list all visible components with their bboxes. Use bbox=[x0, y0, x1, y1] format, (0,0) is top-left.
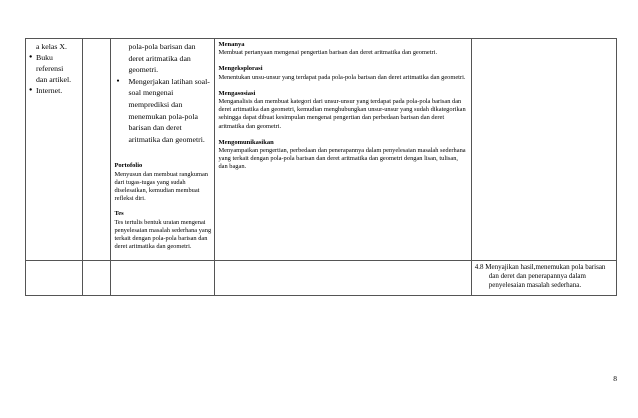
table-row bbox=[26, 39, 617, 261]
section-text: Menentukan unsu-unsur yang terdapat pada pola-pola barisan dan deret aritmatika dan geometri. bbox=[218, 73, 466, 81]
list-item: referensi bbox=[36, 64, 64, 73]
empty-cell bbox=[82, 39, 111, 261]
basic-competency-text: 4.8 Menyajikan hasil,menemukan pola barisan dan deret dan penerapannya dalam penyelesaian masalah sederhana. bbox=[474, 263, 606, 289]
assessment-cell bbox=[111, 39, 215, 261]
empty-cell bbox=[26, 261, 83, 296]
list-item: barisan dan deret bbox=[128, 123, 182, 133]
basic-competency-cell bbox=[471, 261, 616, 296]
empty-cell bbox=[82, 261, 111, 296]
test-text: Tes tertulis bentuk uraian mengenai penyelesaian masalah sederhana yang terkait dengan pola-pola barisan dan deret aritmatika dan geometri. bbox=[114, 218, 212, 251]
activity-section bbox=[218, 65, 467, 81]
list-item: memprediksi dan bbox=[128, 99, 183, 109]
activity-list bbox=[114, 41, 211, 145]
activity-section bbox=[218, 41, 467, 57]
list-item: ● Internet. bbox=[29, 85, 79, 96]
list-item: geometri. bbox=[128, 65, 159, 75]
list-item: a kelas X. bbox=[36, 42, 67, 51]
list-item: ● Mengerjakan latihan soal- bbox=[114, 76, 211, 88]
list-item: ● Buku bbox=[29, 52, 79, 63]
list-item: soal mengenai bbox=[128, 88, 174, 98]
section-text: Membuat pertanyaan mengenai pengertian barisan dan deret aritmatika dan geometri. bbox=[218, 49, 438, 57]
portfolio-text: Menyusun dan membuat rangkuman dari tugas-tugas yang sudah diselesaikan, kemudian membuat refleksi diri. bbox=[114, 170, 208, 203]
section-text: Menyampaikan pengertian, perbedaan dan penerapannya dalam penyelesaian masalah sederhana yang terkait dengan pola-pola barisan dan deret aritmatika dan geometri dengan lisan, tulisan, dan bagan. bbox=[218, 147, 466, 171]
empty-cell bbox=[111, 261, 215, 296]
list-item: menemukan pola-pola bbox=[128, 111, 198, 121]
learning-resources-cell bbox=[26, 39, 83, 261]
portfolio-heading: Portofolio bbox=[114, 162, 143, 170]
section-heading: Menanya bbox=[218, 41, 245, 48]
section-heading: Mengasosiasi bbox=[218, 89, 256, 97]
list-item: pola-pola barisan dan bbox=[128, 42, 196, 51]
portfolio-section bbox=[114, 162, 211, 203]
section-heading: Mengomunikasikan bbox=[218, 138, 274, 146]
section-heading: Mengeksplorasi bbox=[218, 65, 263, 73]
table-row bbox=[26, 261, 617, 296]
page-number: 8 bbox=[613, 374, 617, 383]
list-item: dan artikel. bbox=[36, 75, 72, 84]
list-item: deret aritmatika dan bbox=[128, 53, 191, 63]
test-section bbox=[114, 210, 211, 251]
empty-cell bbox=[471, 39, 616, 261]
list-item: aritmatika dan geometri. bbox=[128, 134, 205, 144]
section-text: Menganalisis dan membuat kategori dari unsur-unsur yang terdapat pada pola-pola barisan dan deret aritmatika dan geometri, kemudian menghubungkan unsur-unsur yang sudah dikategorikan sehingga dapat dibuat kesimpulan mengenai pengertian dan perbedaan barisan dan deret aritmatika dan geometri. bbox=[218, 98, 466, 130]
test-heading: Tes bbox=[114, 210, 124, 218]
learning-activities-cell bbox=[215, 39, 471, 261]
activity-section bbox=[218, 139, 467, 172]
syllabus-table bbox=[25, 38, 617, 296]
activity-section bbox=[218, 90, 467, 131]
empty-cell bbox=[215, 261, 471, 296]
resources-list bbox=[29, 41, 79, 96]
